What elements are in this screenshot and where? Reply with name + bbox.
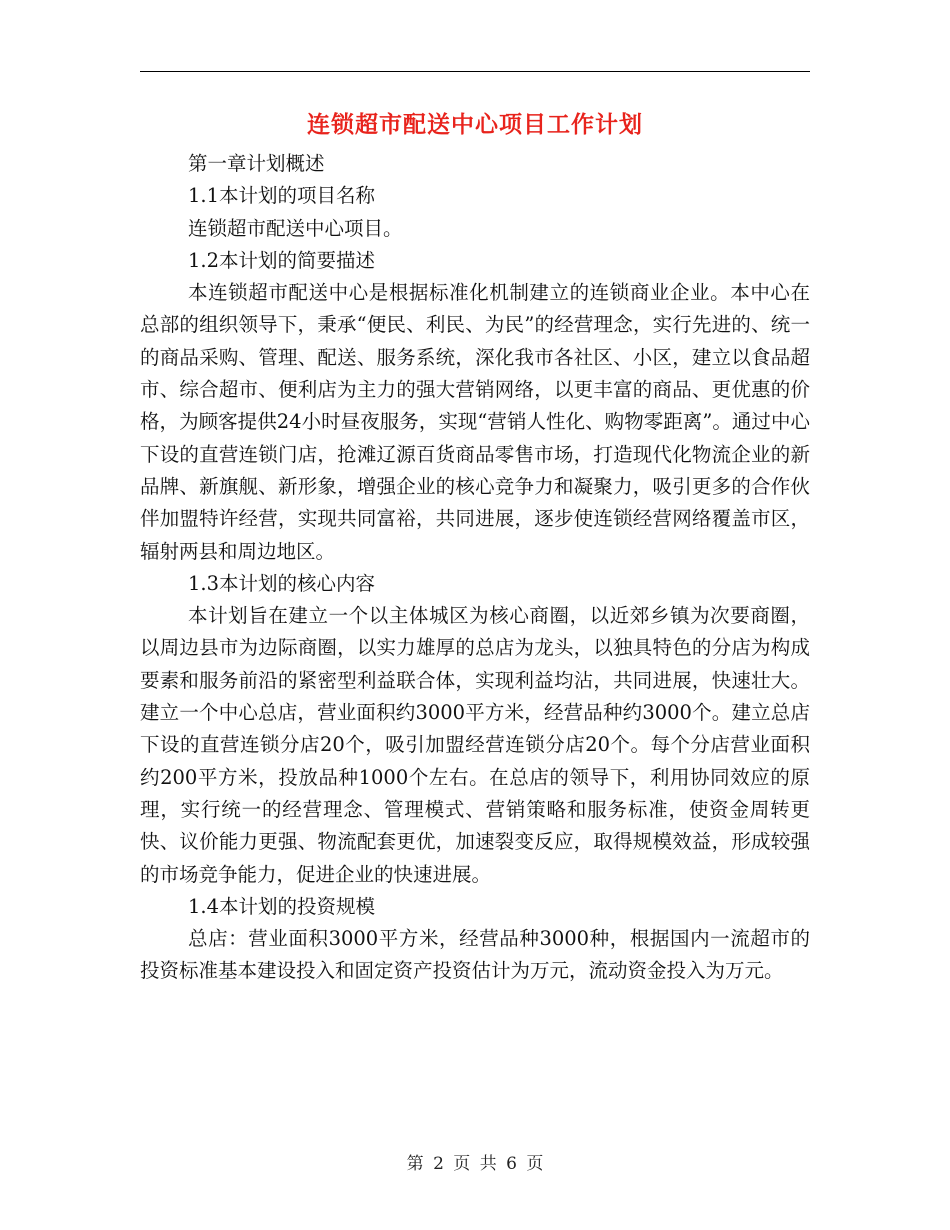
section-heading: 1.4本计划的投资规模 — [188, 894, 376, 918]
document-body — [140, 148, 810, 988]
section-heading: 1.1本计划的项目名称 — [188, 184, 376, 208]
paragraph: 本计划旨在建立一个以主体城区为核心商圈，以近郊乡镇为次要商圈，以周边县市为边际商圈，以实力雄厚的总店为龙头，以独具特色的分店为构成要素和服务前沿的紧密型利益联合体，实现利益均沾，共同进展，快速壮大。建立一个中心总店，营业面积约3000平方米，经营品种约3000个。建立总店下设的直营连锁分店20个，吸引加盟经营连锁分店20个。每个分店营业面积约200平方米，投放品种1000个左右。在总店的领导下，利用协同效应的原理，实行统一的经营理念、管理模式、营销策略和服务标准，使资金周转更快、议价能力更强、物流配套更优，加速裂变反应，取得规模效益，形成较强的市场竞争能力，促进企业的快速进展。 — [140, 604, 810, 886]
section-heading: 1.2本计划的简要描述 — [188, 248, 376, 272]
section-heading: 1.3本计划的核心内容 — [188, 571, 376, 595]
paragraph: 总店：营业面积3000平方米，经营品种3000种，根据国内一流超市的投资标准基本建设投入和固定资产投资估计为万元，流动资金投入为万元。 — [140, 927, 810, 983]
chapter-heading: 第一章计划概述 — [188, 152, 325, 175]
header-rule — [140, 71, 810, 72]
paragraph: 本连锁超市配送中心是根据标准化机制建立的连锁商业企业。本中心在总部的组织领导下，秉承“便民、利民、为民”的经营理念，实行先进的、统一的商品采购、管理、配送、服务系统，深化我市各社区、小区，建立以食品超市、综合超市、便利店为主力的强大营销网络，以更丰富的商品、更优惠的价格，为顾客提供24小时昼夜服务，实现“营销人性化、购物零距离”。通过中心下设的直营连锁门店，抢滩辽源百货商品零售市场，打造现代化物流企业的新品牌、新旗舰、新形象，增强企业的核心竞争力和凝聚力，吸引更多的合作伙伴加盟特许经营，实现共同富裕，共同进展，逐步使连锁经营网络覆盖市区，辐射两县和周边地区。 — [140, 281, 810, 563]
document-title: 连锁超市配送中心项目工作计划 — [307, 111, 643, 138]
page-number-footer: 第 2 页 共 6 页 — [406, 1154, 544, 1174]
paragraph: 连锁超市配送中心项目。 — [188, 216, 403, 240]
